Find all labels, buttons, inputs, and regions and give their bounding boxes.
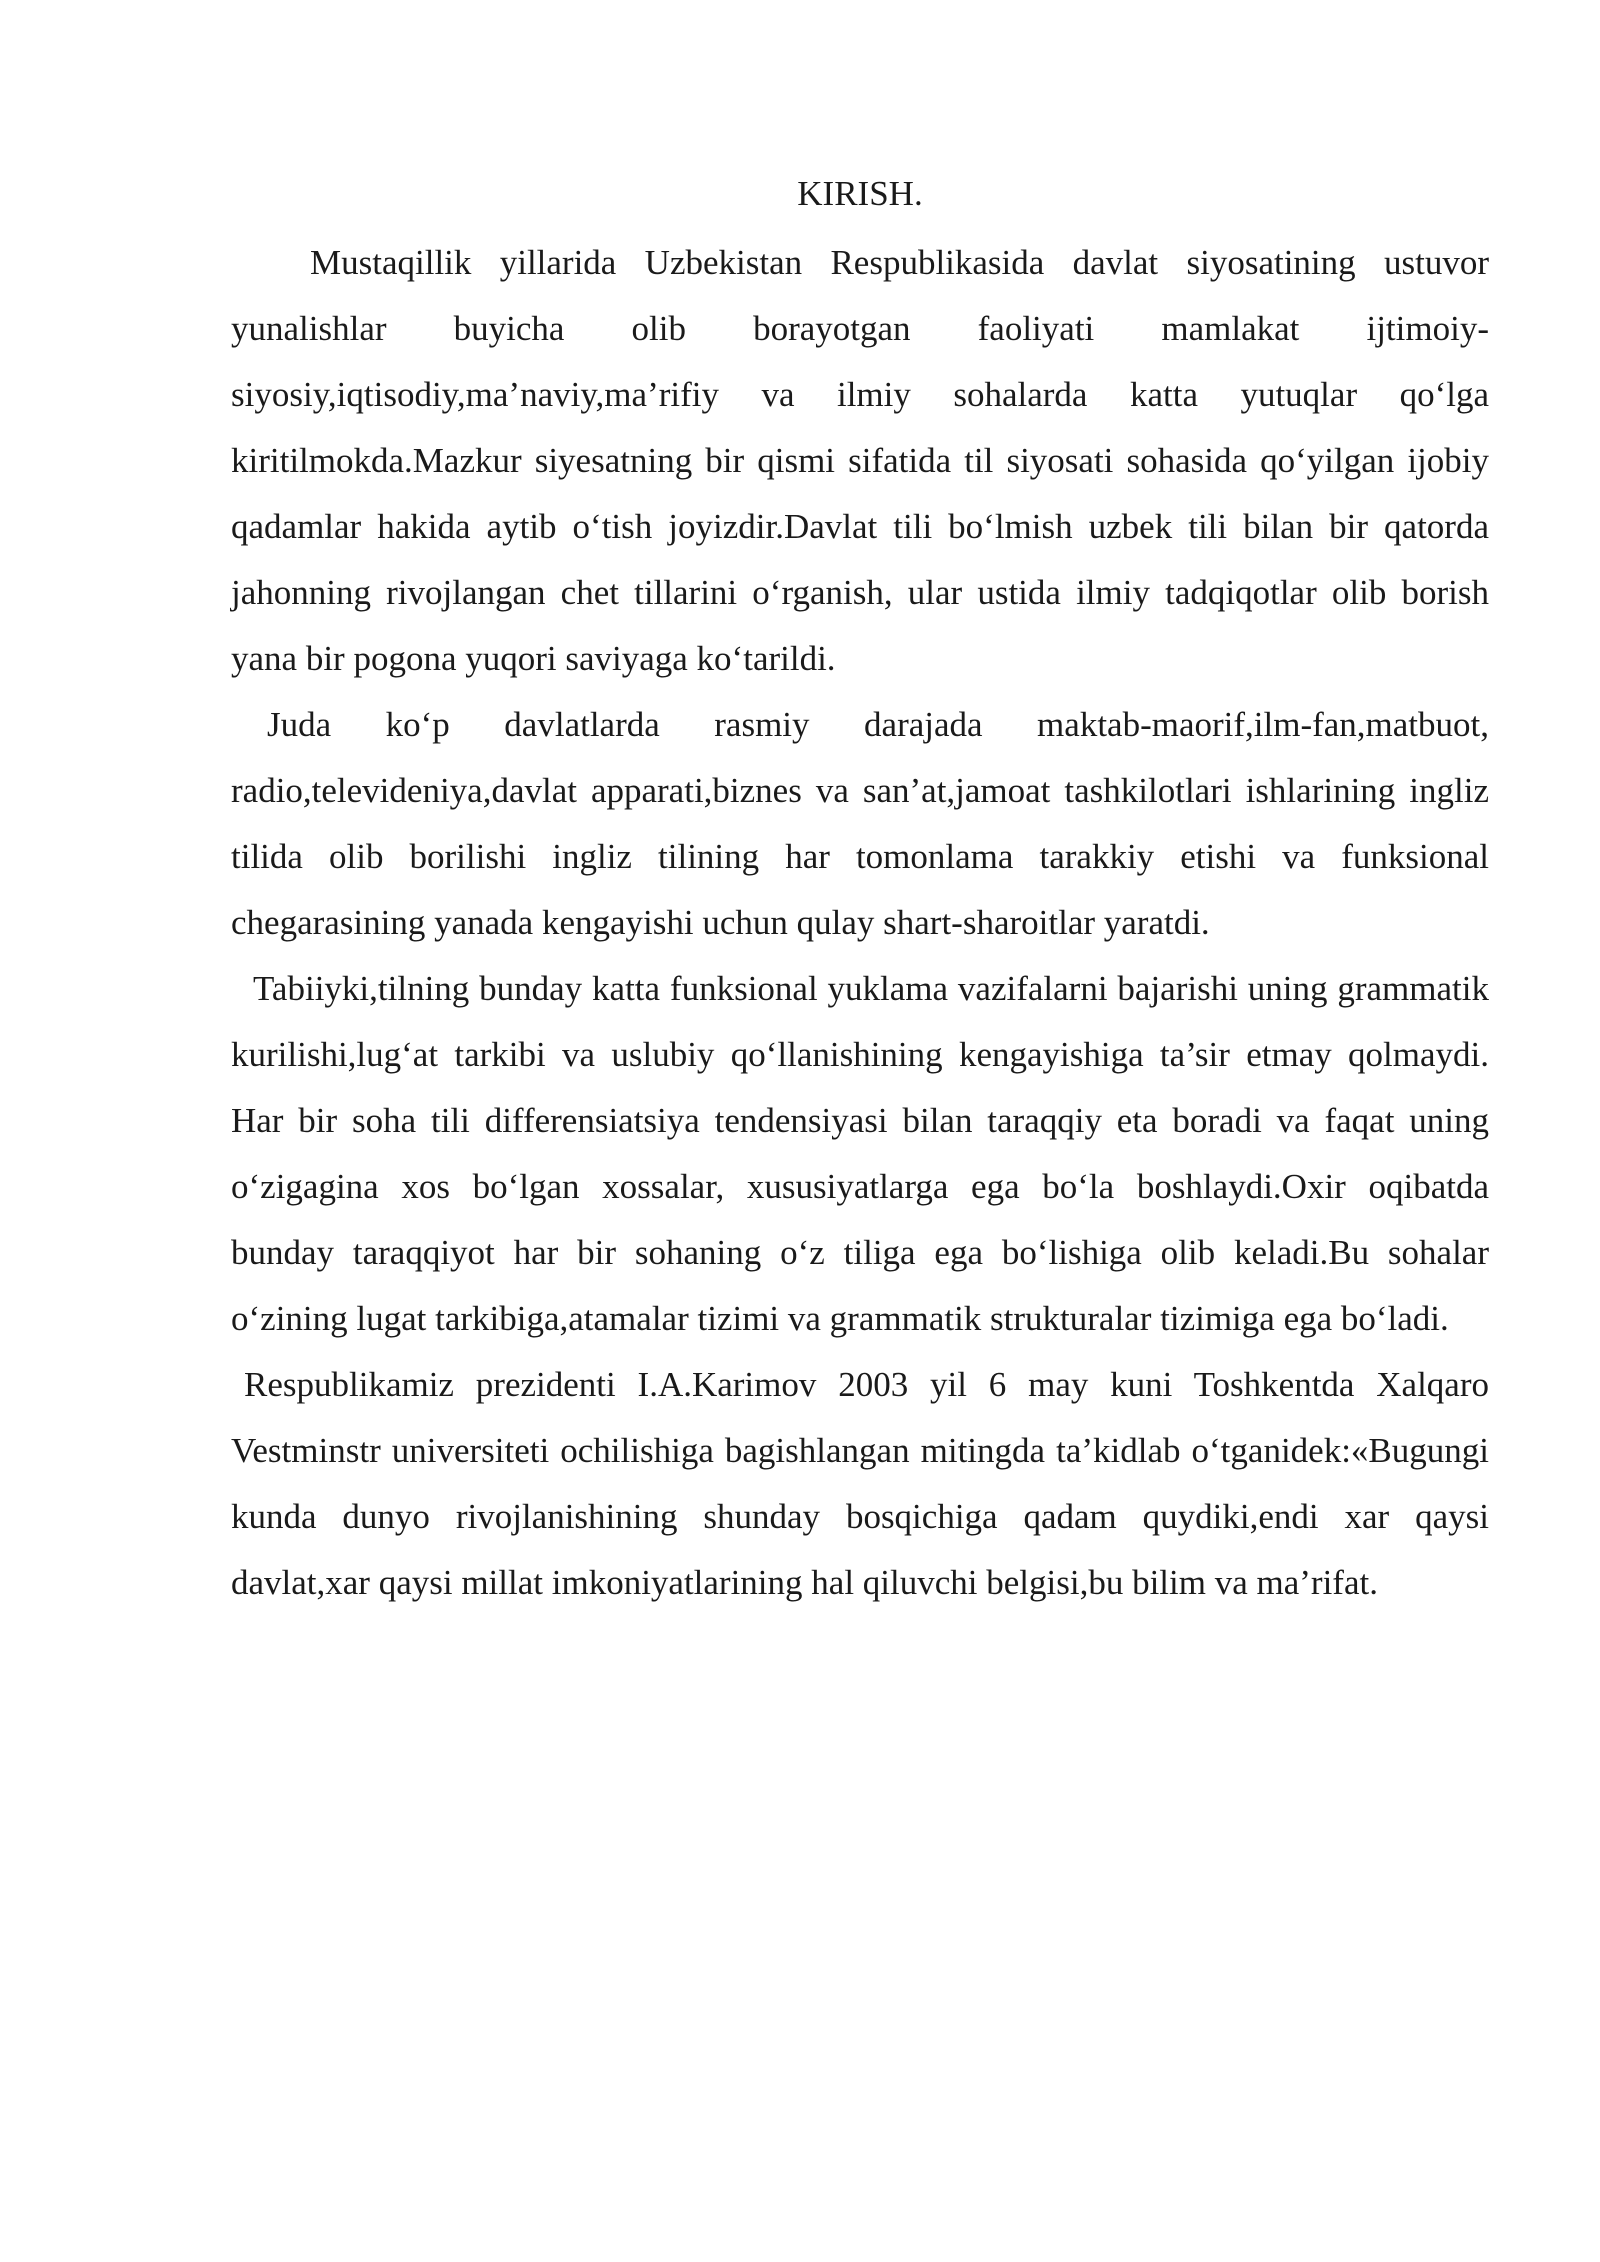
paragraph-official-use: Juda ko‘p davlatlarda rasmiy darajada maktab-maorif,ilm-fan,matbuot, radio,televideniya,davlat apparati,biznes va san’at,jamoat tashkilotlari ishlarining ingliz tilida olib borilishi ingliz tilining har tomonlama tarakkiy etishi va funksional chegarasining yanada kengayishi uchun qulay shart-sharoitlar yaratdi. <box>231 705 1489 942</box>
paragraph-functional-load: Tabiiyki,tilning bunday katta funksional yuklama vazifalarni bajarishi uning grammatik kurilishi,lug‘at tarkibi va uslubiy qo‘llanishining kengayishiga ta’sir etmay qolmaydi. Har bir soha tili differensiatsiya tendensiyasi bilan taraqqiy eta boradi va faqat uning o‘zigagina xos bo‘lgan xossalar, xususiyatlarga ega bo‘la boshlaydi.Oxir oqibatda bunday taraqqiyot har bir sohaning o‘z tiliga ega bo‘lishiga olib keladi.Bu sohalar o‘zining lugat tarkibiga,atamalar tizimi va grammatik strukturalar tizimiga ega bo‘ladi. <box>231 969 1489 1338</box>
document-body <box>231 166 1489 1616</box>
paragraph-intro: Mustaqillik yillarida Uzbekistan Respublikasida davlat siyosatining ustuvor yunalishlar buyicha olib borayotgan faoliyati mamlakat ijtimoiy-siyosiy,iqtisodiy,ma’naviy,ma’rifiy va ilmiy sohalarda katta yutuqlar qo‘lga kiritilmokda.Mazkur siyesatning bir qismi sifatida til siyosati sohasida qo‘yilgan ijobiy qadamlar hakida aytib o‘tish joyizdir.Davlat tili bo‘lmish uzbek tili bilan bir qatorda jahonning rivojlangan chet tillarini o‘rganish, ular ustida ilmiy tadqiqotlar olib borish yana bir pogona yuqori saviyaga ko‘tarildi. <box>231 243 1489 678</box>
document-title: KIRISH. <box>797 174 923 213</box>
paragraph-president-quote: Respublikamiz prezidenti I.A.Karimov 2003 yil 6 may kuni Toshkentda Xalqaro Vestminstr universiteti ochilishiga bagishlangan mitingda ta’kidlab o‘tganidek:«Bugungi kunda dunyo rivojlanishining shunday bosqichiga qadam quydiki,endi xar qaysi davlat,xar qaysi millat imkoniyatlarining hal qiluvchi belgisi,bu bilim va ma’rifat. <box>231 1365 1489 1602</box>
